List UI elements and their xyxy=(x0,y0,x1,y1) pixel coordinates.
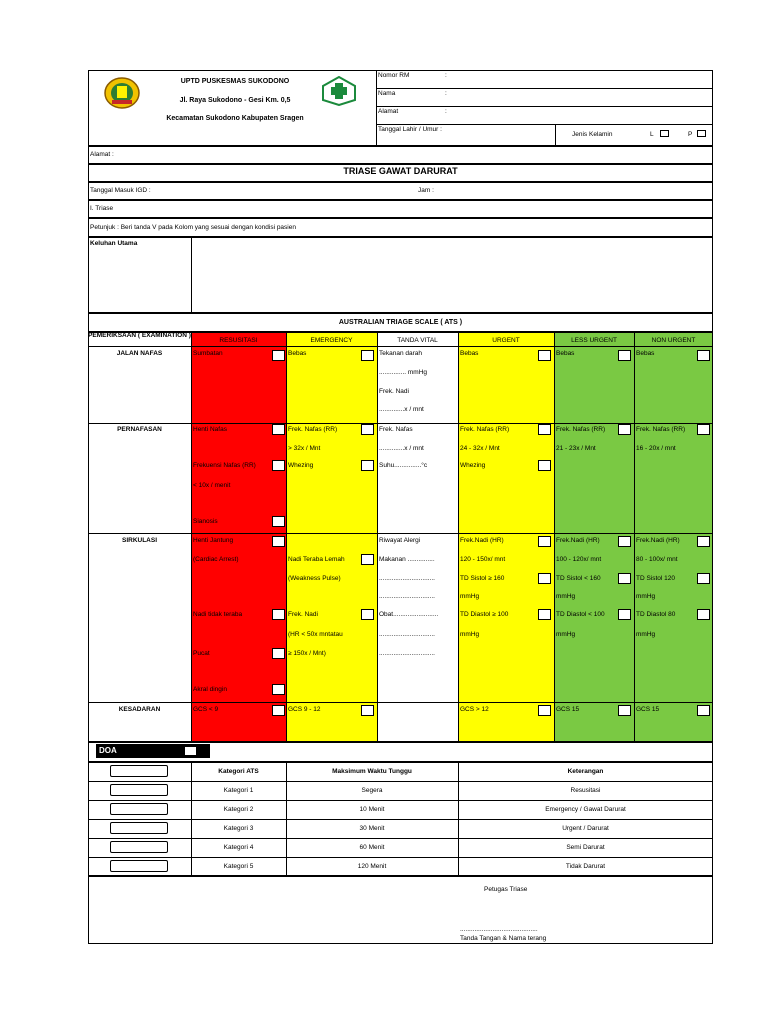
cell-text: TD Sistol ≥ 160 xyxy=(460,575,505,582)
checkbox[interactable] xyxy=(272,705,285,716)
alamat-label: Alamat xyxy=(378,108,399,115)
divider xyxy=(376,88,713,89)
checkbox[interactable] xyxy=(618,573,631,584)
cell-text: TD Diastol 80 xyxy=(636,611,676,618)
cell-text: Frek. Nafas (RR) xyxy=(460,426,510,433)
cell-text: 120 - 150x/ mnt xyxy=(460,556,506,563)
cell-text: 100 - 120x/ mnt xyxy=(556,556,602,563)
cell-text: 21 - 23x / Mnt xyxy=(556,445,596,452)
cell-text: 16 - 20x / mnt xyxy=(636,445,676,452)
checkbox[interactable] xyxy=(618,350,631,361)
row-sirkulasi: SIRKULASI xyxy=(121,537,158,544)
checkbox[interactable] xyxy=(361,424,374,435)
divider xyxy=(88,819,713,820)
cell-text: Frek. Nadi xyxy=(288,611,318,618)
divider xyxy=(88,346,713,347)
l-label: L xyxy=(650,131,654,138)
checkbox[interactable] xyxy=(272,684,285,695)
cell-text: GCS < 9 xyxy=(193,706,219,713)
header-less-urgent: LESS URGENT xyxy=(571,337,617,344)
divider xyxy=(88,781,713,782)
checkbox[interactable] xyxy=(618,705,631,716)
tanggal-masuk-label: Tanggal Masuk IGD : xyxy=(90,187,151,194)
doa-label: DOA xyxy=(99,746,117,755)
legend-cell: 60 Menit xyxy=(359,844,385,851)
checkbox[interactable] xyxy=(272,350,285,361)
cell-text: Frek. Nafas (RR) xyxy=(288,426,338,433)
header-pemeriksaan: PEMERIKSAAN ( EXAMINATION ) xyxy=(88,332,191,339)
cell-text: Tekanan darah xyxy=(379,350,423,357)
cell-text: Frek. Nafas xyxy=(379,426,413,433)
cell-text: < 10x / menit xyxy=(193,482,231,489)
alamat-row-label: Alamat : xyxy=(90,151,114,158)
cell-text: TD Diastol < 100 xyxy=(556,611,605,618)
checkbox[interactable] xyxy=(538,536,551,547)
color-swatch xyxy=(110,784,168,796)
cell-text: Henti Jantung xyxy=(193,537,234,544)
checkbox[interactable] xyxy=(272,460,285,471)
divider xyxy=(376,106,713,107)
cell-text: TD Sistol < 160 xyxy=(556,575,601,582)
cell-text: Sumbatan xyxy=(193,350,223,357)
checkbox[interactable] xyxy=(697,573,710,584)
checkbox[interactable] xyxy=(272,516,285,527)
checkbox[interactable] xyxy=(538,424,551,435)
divider xyxy=(191,332,192,742)
legend-cell: Semi Darurat xyxy=(566,844,605,851)
header-urgent: URGENT xyxy=(492,337,520,344)
cell-text: mmHg xyxy=(460,631,480,638)
legend-cell: Emergency / Gawat Darurat xyxy=(545,806,626,813)
checkbox[interactable] xyxy=(538,460,551,471)
divider xyxy=(376,124,713,125)
signature-box xyxy=(88,876,713,944)
checkbox[interactable] xyxy=(618,609,631,620)
cell-text: GCS 15 xyxy=(556,706,580,713)
triase-row xyxy=(88,200,713,218)
checkbox[interactable] xyxy=(618,536,631,547)
cell-text: Frek. Nafas (RR) xyxy=(556,426,606,433)
cell-text: Nadi Teraba Lemah xyxy=(288,556,345,563)
alamat-row xyxy=(88,146,713,164)
legend-cell: Kategori 1 xyxy=(223,787,254,794)
cell-text: Obat......................... xyxy=(379,611,439,618)
cell-text: 24 - 32x / Mnt xyxy=(460,445,500,452)
cell-text: ..............x / mnt xyxy=(379,445,424,452)
petunjuk-text: Petunjuk : Beri tanda V pada Kolom yang sesuai dengan kondisi pasien xyxy=(90,224,296,231)
checkbox[interactable] xyxy=(538,609,551,620)
color-swatch xyxy=(110,841,168,853)
row-kesadaran: KESADARAN xyxy=(118,706,161,713)
row-pernafasan: PERNAFASAN xyxy=(117,426,162,433)
header-non-urgent: NON URGENT xyxy=(651,337,696,344)
cell-text: GCS > 12 xyxy=(460,706,489,713)
petugas-label: Petugas Triase xyxy=(484,886,528,893)
legend-cell: Urgent / Darurat xyxy=(562,825,609,832)
cell-text: ............................... xyxy=(379,593,435,600)
color-swatch xyxy=(110,822,168,834)
tanggal-lahir-label: Tanggal Lahir / Umur : xyxy=(378,126,442,133)
divider xyxy=(88,800,713,801)
header-emergency: EMERGENCY xyxy=(310,337,353,344)
divider xyxy=(88,702,713,703)
tanggal-masuk-row xyxy=(88,182,713,200)
cell-text: TD Diastol ≥ 100 xyxy=(460,611,509,618)
org-address: Jl. Raya Sukodono - Gesi Km. 0,5 xyxy=(179,97,291,104)
cell-text: (Cardiac Arrest) xyxy=(193,556,239,563)
divider xyxy=(88,857,713,858)
checkbox[interactable] xyxy=(361,554,374,565)
legend-cell: Kategori 2 xyxy=(223,806,254,813)
checkbox[interactable] xyxy=(697,350,710,361)
legend-cell: Kategori 4 xyxy=(223,844,254,851)
legend-header-keterangan: Keterangan xyxy=(567,768,604,775)
cell-text: Whezing xyxy=(288,462,314,469)
section-triase: I. Triase xyxy=(90,205,114,212)
color-swatch xyxy=(110,765,168,777)
checkbox[interactable] xyxy=(538,350,551,361)
ats-title: AUSTRALIAN TRIAGE SCALE ( ATS ) xyxy=(338,319,463,326)
cell-text: Bebas xyxy=(556,350,575,357)
checkbox[interactable] xyxy=(272,536,285,547)
checkbox[interactable] xyxy=(618,424,631,435)
nama-label: Nama xyxy=(378,90,396,97)
divider xyxy=(634,332,635,742)
color-swatch xyxy=(110,860,168,872)
checkbox-p[interactable] xyxy=(697,130,706,137)
legend-cell: 30 Menit xyxy=(359,825,385,832)
checkbox[interactable] xyxy=(361,350,374,361)
cell-text: Frek. Nafas (RR) xyxy=(636,426,686,433)
cell-text: > 32x / Mnt xyxy=(288,445,321,452)
cell-text: Suhu...............°c xyxy=(379,462,428,469)
checkbox[interactable] xyxy=(697,705,710,716)
cell-text: ............................... xyxy=(379,575,435,582)
signature-line[interactable]: ........................................... xyxy=(460,926,538,933)
checkbox-l[interactable] xyxy=(660,130,669,137)
puskesmas-logo xyxy=(322,76,356,106)
cell-text: Frekuensi Nafas (RR) xyxy=(193,462,256,469)
keluhan-utama-label: Keluhan Utama xyxy=(90,240,138,247)
cell-text: ............... mmHg xyxy=(379,369,428,376)
colon: : xyxy=(445,108,447,115)
legend-cell: 10 Menit xyxy=(359,806,385,813)
checkbox[interactable] xyxy=(272,609,285,620)
checkbox[interactable] xyxy=(697,536,710,547)
cell-text: ≥ 150x / Mnt) xyxy=(288,650,326,657)
legend-header-kategori: Kategori ATS xyxy=(218,768,259,775)
doa-checkbox[interactable] xyxy=(185,747,196,755)
divider xyxy=(88,533,713,534)
checkbox[interactable] xyxy=(361,705,374,716)
checkbox[interactable] xyxy=(272,424,285,435)
colon: : xyxy=(445,90,447,97)
cell-text: Frek. Nadi xyxy=(379,388,409,395)
legend-cell: Resusitasi xyxy=(570,787,601,794)
divider xyxy=(88,838,713,839)
org-district: Kecamatan Sukodono Kabupaten Sragen xyxy=(166,115,304,122)
cell-text: ............................... xyxy=(379,650,435,657)
page-title: TRIASE GAWAT DARURAT xyxy=(343,166,458,176)
cell-text: Frek.Nadi (HR) xyxy=(460,537,504,544)
legend-cell: 120 Menit xyxy=(357,863,387,870)
header-tanda-vital: TANDA VITAL xyxy=(397,337,438,344)
cell-text: Pucat xyxy=(193,650,210,657)
divider xyxy=(377,332,378,742)
cell-text: Riwayat Alergi xyxy=(379,537,421,544)
legend-cell: Segera xyxy=(361,787,383,794)
cell-text: Akral dingin xyxy=(193,686,227,693)
legend-cell: Kategori 3 xyxy=(223,825,254,832)
cell-text: Bebas xyxy=(288,350,307,357)
org-name: UPTD PUSKESMAS SUKODONO xyxy=(180,78,290,85)
cell-text: Bebas xyxy=(636,350,655,357)
checkbox[interactable] xyxy=(361,460,374,471)
cell-text: (Weakness Pulse) xyxy=(288,575,341,582)
cell-text: (HR < 50x mntatau xyxy=(288,631,343,638)
keluhan-utama-field[interactable] xyxy=(192,238,712,312)
checkbox[interactable] xyxy=(538,573,551,584)
legend-cell: Tidak Darurat xyxy=(565,863,606,870)
cell-text: mmHg xyxy=(556,593,576,600)
cell-text: mmHg xyxy=(556,631,576,638)
colon: : xyxy=(445,72,447,79)
divider xyxy=(376,70,377,146)
row-jalan-nafas: JALAN NAFAS xyxy=(116,350,163,357)
cell-text: Frek.Nadi (HR) xyxy=(556,537,600,544)
jam-label: Jam : xyxy=(418,187,434,194)
divider xyxy=(286,332,287,742)
cell-text: Whezing xyxy=(460,462,486,469)
cell-text: Henti Nafas xyxy=(193,426,227,433)
p-label: P xyxy=(688,131,693,138)
cell-text: Bebas xyxy=(460,350,479,357)
cell-text: Makanan ............... xyxy=(379,556,435,563)
cell-text: mmHg xyxy=(460,593,480,600)
legend-header-waktu: Maksimum Waktu Tunggu xyxy=(332,768,412,775)
checkbox[interactable] xyxy=(538,705,551,716)
cell-text: GCS 15 xyxy=(636,706,660,713)
legend-cell: Kategori 5 xyxy=(223,863,254,870)
cell-text: 80 - 100x/ mnt xyxy=(636,556,678,563)
divider xyxy=(555,124,556,146)
cell-text: ..............x / mnt xyxy=(379,406,424,413)
cell-text: GCS 9 - 12 xyxy=(288,706,321,713)
cell-text: TD Sistol 120 xyxy=(636,575,676,582)
checkbox[interactable] xyxy=(697,609,710,620)
checkbox[interactable] xyxy=(272,648,285,659)
checkbox[interactable] xyxy=(361,609,374,620)
cell-text: mmHg xyxy=(636,631,656,638)
cell-text: Frek.Nadi (HR) xyxy=(636,537,680,544)
cell-text: mmHg xyxy=(636,593,656,600)
jenis-kelamin-label: Jenis Kelamin xyxy=(572,131,613,138)
nomor-rm-label: Nomor RM xyxy=(378,72,410,79)
regency-logo xyxy=(102,76,142,110)
divider xyxy=(554,332,555,742)
color-swatch xyxy=(110,803,168,815)
checkbox[interactable] xyxy=(697,424,710,435)
ttd-label: Tanda Tangan & Nama terang xyxy=(460,935,547,942)
divider xyxy=(458,332,459,742)
cell-text: Nadi tidak teraba xyxy=(193,611,243,618)
cell-text: Sianosis xyxy=(193,518,218,525)
header-resusitasi: RESUSITASI xyxy=(219,337,258,344)
cell-text: ............................... xyxy=(379,631,435,638)
